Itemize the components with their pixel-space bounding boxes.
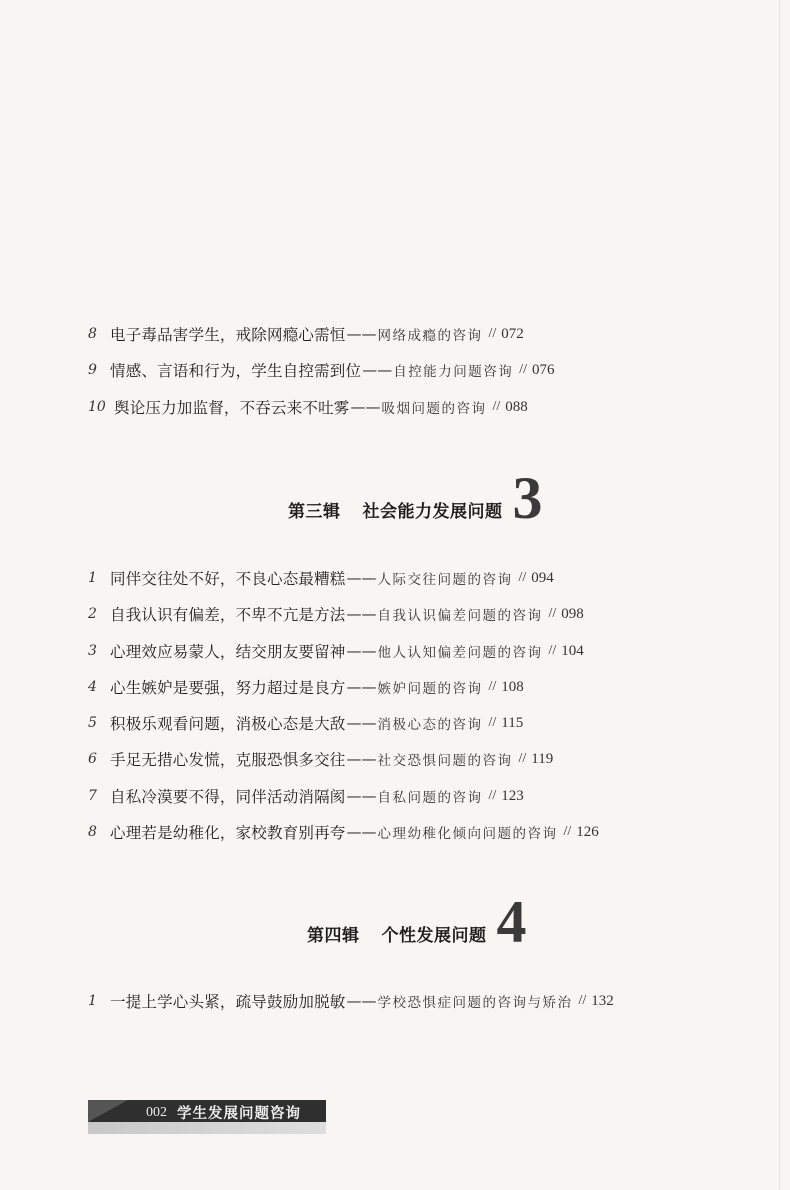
entry-separator: // (488, 326, 497, 341)
entry-number: 8 (88, 326, 97, 342)
entry-page-number: 108 (501, 678, 524, 695)
entry-number: 8 (88, 824, 97, 840)
entry-number: 2 (88, 606, 97, 622)
entry-separator: // (488, 679, 497, 694)
section-name: 个性发展问题 (381, 926, 487, 946)
footer-bar-light (88, 1122, 326, 1134)
entry-dash: —— (346, 787, 377, 805)
entry-title: 手足无措心发慌，克服恐惧多交往 (110, 751, 346, 769)
entry-dash: —— (346, 569, 377, 587)
section-name: 社会能力发展问题 (362, 502, 503, 522)
toc-entry[interactable] (88, 322, 524, 346)
entry-number: 1 (88, 570, 97, 586)
section-label: 第三辑 (288, 502, 341, 522)
section-label: 第四辑 (307, 926, 360, 946)
entry-separator: // (492, 399, 501, 414)
entry-number: 5 (88, 715, 97, 731)
section-heading-3 (288, 465, 543, 531)
footer (146, 1102, 301, 1123)
entry-dash: —— (346, 750, 377, 768)
entry-title: 舆论压力加监督，不吞云来不吐雾 (114, 399, 350, 417)
entry-title: 一提上学心头紧，疏导鼓励加脱敏 (110, 993, 346, 1011)
entry-subtitle: 自我认识偏差问题的咨询 (377, 608, 543, 624)
toc-entry[interactable] (88, 989, 614, 1013)
entry-subtitle: 自控能力问题咨询 (393, 364, 514, 380)
entry-page-number: 119 (531, 750, 554, 767)
entry-separator: // (548, 606, 557, 621)
toc-entry[interactable] (88, 711, 523, 735)
entry-separator: // (519, 362, 527, 377)
entry-dash: —— (346, 642, 377, 660)
entry-subtitle: 自私问题的咨询 (377, 790, 483, 806)
entry-title: 积极乐观看问题，消极心态是大敌 (110, 715, 346, 733)
entry-number: 3 (88, 643, 97, 659)
footer-page-number: 002 (146, 1104, 167, 1120)
entry-dash: —— (362, 361, 393, 379)
entry-dash: —— (346, 823, 377, 841)
entry-page-number: 123 (501, 787, 524, 804)
entry-separator: // (488, 715, 497, 730)
entry-subtitle: 社交恐惧问题的咨询 (377, 753, 513, 769)
entry-subtitle: 消极心态的咨询 (377, 717, 483, 733)
entry-separator: // (518, 751, 527, 766)
entry-subtitle: 嫉妒问题的咨询 (377, 681, 483, 697)
entry-number: 1 (88, 993, 97, 1009)
toc-entry[interactable] (88, 602, 584, 626)
entry-page-number: 094 (531, 569, 554, 586)
footer-book-title: 学生发展问题咨询 (177, 1106, 301, 1122)
toc-entry[interactable] (88, 820, 599, 844)
entry-page-number: 076 (531, 361, 555, 378)
toc-entry[interactable] (88, 358, 554, 382)
entry-title: 心生嫉妒是要强，努力超过是良方 (110, 679, 346, 697)
entry-page-number: 104 (561, 642, 584, 659)
entry-subtitle: 心理幼稚化倾向问题的咨询 (377, 826, 558, 842)
entry-page-number: 126 (576, 823, 599, 840)
toc-entry[interactable] (88, 784, 524, 808)
entry-number: 10 (88, 399, 106, 415)
entry-dash: —— (346, 992, 377, 1010)
entry-title: 心理效应易蒙人，结交朋友要留神 (110, 643, 346, 661)
entry-title: 情感、言语和行为，学生自控需到位 (110, 362, 362, 380)
entry-page-number: 088 (505, 398, 528, 415)
entry-subtitle: 他人认知偏差问题的咨询 (377, 645, 543, 661)
entry-number: 4 (88, 679, 97, 695)
toc-entry[interactable] (88, 675, 524, 699)
entry-separator: // (518, 570, 527, 585)
entry-dash: —— (350, 398, 381, 416)
entry-page-number: 098 (561, 605, 584, 622)
entry-separator: // (488, 788, 497, 803)
toc-entry[interactable] (88, 639, 584, 663)
entry-title: 电子毒品害学生，戒除网瘾心需恒 (110, 326, 346, 344)
entry-dash: —— (346, 714, 377, 732)
entry-number: 9 (88, 362, 97, 378)
section-number: 4 (496, 889, 527, 955)
footer-bar-wedge (88, 1100, 128, 1122)
entry-title: 自私冷漠要不得，同伴活动消隔阂 (110, 788, 346, 806)
entry-number: 6 (88, 751, 97, 767)
toc-entry[interactable] (88, 747, 553, 771)
entry-title: 自我认识有偏差，不卑不亢是方法 (110, 606, 346, 624)
toc-entry[interactable] (88, 395, 528, 419)
entry-separator: // (578, 993, 587, 1008)
entry-title: 同伴交往处不好，不良心态最糟糕 (110, 570, 346, 588)
entry-title: 心理若是幼稚化，家校教育别再夸 (110, 824, 346, 842)
entry-subtitle: 吸烟问题的咨询 (381, 401, 487, 417)
entry-subtitle: 网络成瘾的咨询 (377, 328, 483, 344)
entry-number: 7 (88, 788, 97, 804)
entry-dash: —— (346, 678, 377, 696)
entry-subtitle: 学校恐惧症问题的咨询与矫治 (377, 995, 573, 1011)
section-number: 3 (512, 465, 543, 531)
toc-entry[interactable] (88, 566, 554, 590)
page-edge-line (779, 0, 780, 1190)
entry-dash: —— (346, 605, 377, 623)
entry-dash: —— (346, 325, 377, 343)
entry-subtitle: 人际交往问题的咨询 (377, 572, 513, 588)
entry-separator: // (548, 643, 557, 658)
entry-page-number: 115 (501, 714, 524, 731)
entry-page-number: 132 (591, 992, 614, 1009)
entry-separator: // (563, 824, 572, 839)
section-heading-4 (307, 889, 527, 955)
entry-page-number: 072 (501, 325, 524, 342)
